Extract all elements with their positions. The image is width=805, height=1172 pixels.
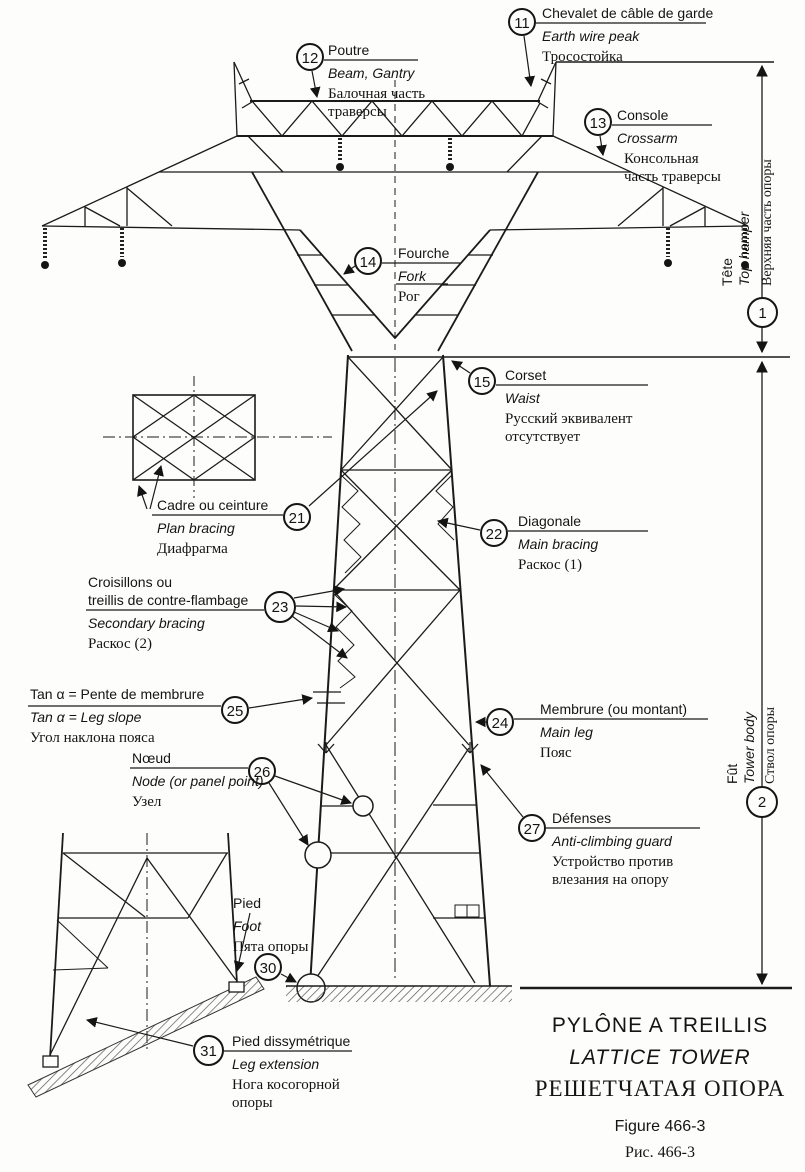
figure-number-ru: Рис. 466-3 bbox=[625, 1144, 695, 1161]
dim-2-label-fr: Fût bbox=[724, 763, 740, 784]
inset-slope-tower bbox=[28, 833, 264, 1097]
label-fr: Console bbox=[617, 107, 669, 123]
callout-12-label bbox=[328, 41, 425, 121]
label-en: Fork bbox=[398, 268, 426, 284]
label-fr: Poutre bbox=[328, 42, 370, 58]
label-en: Secondary bracing bbox=[88, 615, 205, 631]
footing-block bbox=[229, 982, 244, 992]
callout-26-label bbox=[132, 749, 264, 811]
label-en: Waist bbox=[505, 390, 540, 406]
callout-14-label bbox=[398, 244, 449, 306]
label-en: Foot bbox=[233, 918, 262, 934]
label-en: Leg extension bbox=[232, 1056, 320, 1072]
label-fr: Pied bbox=[233, 895, 262, 911]
label-ru: Пята опоры bbox=[233, 939, 309, 955]
label-fr: Corset bbox=[505, 367, 547, 383]
label-ru: Тросостойка bbox=[542, 49, 623, 65]
label-ru: Раскос (1) bbox=[518, 557, 582, 573]
label-ru: Консольная часть траверсы bbox=[624, 151, 721, 185]
dim-1-label-ru: Верхняя часть опоры bbox=[760, 159, 775, 286]
callout-14-marker: 14 bbox=[354, 247, 382, 275]
label-fr: Tan α = Pente de membrure bbox=[30, 686, 205, 702]
callout-11-label bbox=[542, 4, 713, 66]
callout-21-label bbox=[157, 496, 268, 558]
label-ru: Узел bbox=[132, 794, 162, 810]
label-fr: Diagonale bbox=[518, 513, 582, 529]
label-ru: Балочная часть траверсы bbox=[328, 86, 426, 120]
label-en: Node (or panel point) bbox=[132, 773, 264, 789]
dim-2-label-en: Tower body bbox=[741, 712, 757, 784]
callout-23-marker: 23 bbox=[264, 591, 296, 623]
callout-21-marker: 21 bbox=[283, 503, 311, 531]
callout-12-marker: 12 bbox=[296, 43, 324, 71]
callout-1-marker: 1 bbox=[747, 297, 778, 328]
callout-24-label bbox=[540, 700, 687, 762]
callout-27-label bbox=[552, 809, 673, 889]
callout-31-label bbox=[232, 1032, 350, 1112]
plan-bracing-detail bbox=[103, 376, 332, 498]
callout-13-marker: 13 bbox=[584, 108, 612, 136]
label-en: Plan bracing bbox=[157, 520, 235, 536]
label-ru: Устройство против влезания на опору bbox=[552, 854, 674, 888]
label-en: Main bracing bbox=[518, 536, 599, 552]
callout-25-marker: 25 bbox=[221, 696, 249, 724]
callout-24-marker: 24 bbox=[486, 708, 514, 736]
label-fr: Croisillons ou treillis de contre-flambage bbox=[88, 574, 249, 608]
dim-2-label-ru: Ствол опоры bbox=[763, 707, 778, 784]
callout-15-label bbox=[505, 366, 633, 446]
callout-26-marker: 26 bbox=[248, 757, 276, 785]
label-ru: Раскос (2) bbox=[88, 636, 152, 652]
callout-30-label bbox=[233, 894, 308, 956]
callout-25-label bbox=[30, 685, 204, 747]
label-ru: Рог bbox=[398, 289, 420, 305]
node-circle bbox=[353, 796, 373, 816]
node-circle bbox=[305, 842, 331, 868]
figure-title-en: LATTICE TOWER bbox=[569, 1046, 751, 1069]
anti-climbing-guard-marks bbox=[318, 742, 478, 753]
ground bbox=[286, 986, 792, 1002]
callout-15-marker: 15 bbox=[468, 367, 496, 395]
label-fr: Nœud bbox=[132, 750, 171, 766]
label-fr: Défenses bbox=[552, 810, 612, 826]
label-en: Crossarm bbox=[617, 130, 678, 146]
label-fr: Pied dissymétrique bbox=[232, 1033, 351, 1049]
figure-title-ru: РЕШЕТЧАТАЯ ОПОРА bbox=[534, 1076, 786, 1101]
label-en: Earth wire peak bbox=[542, 28, 640, 44]
slope-band bbox=[28, 977, 264, 1097]
label-en: Anti-climbing guard bbox=[552, 833, 672, 849]
label-ru: Пояс bbox=[540, 745, 572, 761]
callout-30-marker: 30 bbox=[254, 953, 282, 981]
label-ru: Нога косогорной опоры bbox=[232, 1077, 340, 1111]
label-fr: Cadre ou ceinture bbox=[157, 497, 269, 513]
dim-1-label-en: Top hamper bbox=[736, 211, 752, 286]
label-fr: Chevalet de câble de garde bbox=[542, 5, 714, 21]
label-ru: Русский эквивалент отсутствует bbox=[505, 411, 633, 445]
footing-block bbox=[43, 1056, 58, 1067]
label-ru: Угол наклона пояса bbox=[30, 730, 155, 746]
label-en: Beam, Gantry bbox=[328, 65, 415, 81]
label-en: Tan α = Leg slope bbox=[30, 709, 142, 725]
figure-title-fr: PYLÔNE A TREILLIS bbox=[551, 1014, 769, 1037]
label-fr: Membrure (ou montant) bbox=[540, 701, 688, 717]
callout-22-marker: 22 bbox=[480, 519, 508, 547]
label-ru: Диафрагма bbox=[157, 541, 228, 557]
callout-22-label bbox=[518, 512, 598, 574]
callout-11-marker: 11 bbox=[508, 8, 536, 36]
callout-23-label bbox=[88, 573, 248, 653]
label-en: Main leg bbox=[540, 724, 593, 740]
callout-2-marker: 2 bbox=[746, 786, 778, 818]
dim-1-label-fr: Tête bbox=[719, 257, 735, 286]
callout-13-label bbox=[617, 106, 721, 186]
tower-body-truss bbox=[297, 355, 790, 1002]
callout-27-marker: 27 bbox=[518, 814, 546, 842]
label-fr: Fourche bbox=[398, 245, 450, 261]
callout-31-marker: 31 bbox=[193, 1035, 224, 1066]
figure-number-en: Figure 466-3 bbox=[614, 1118, 706, 1135]
